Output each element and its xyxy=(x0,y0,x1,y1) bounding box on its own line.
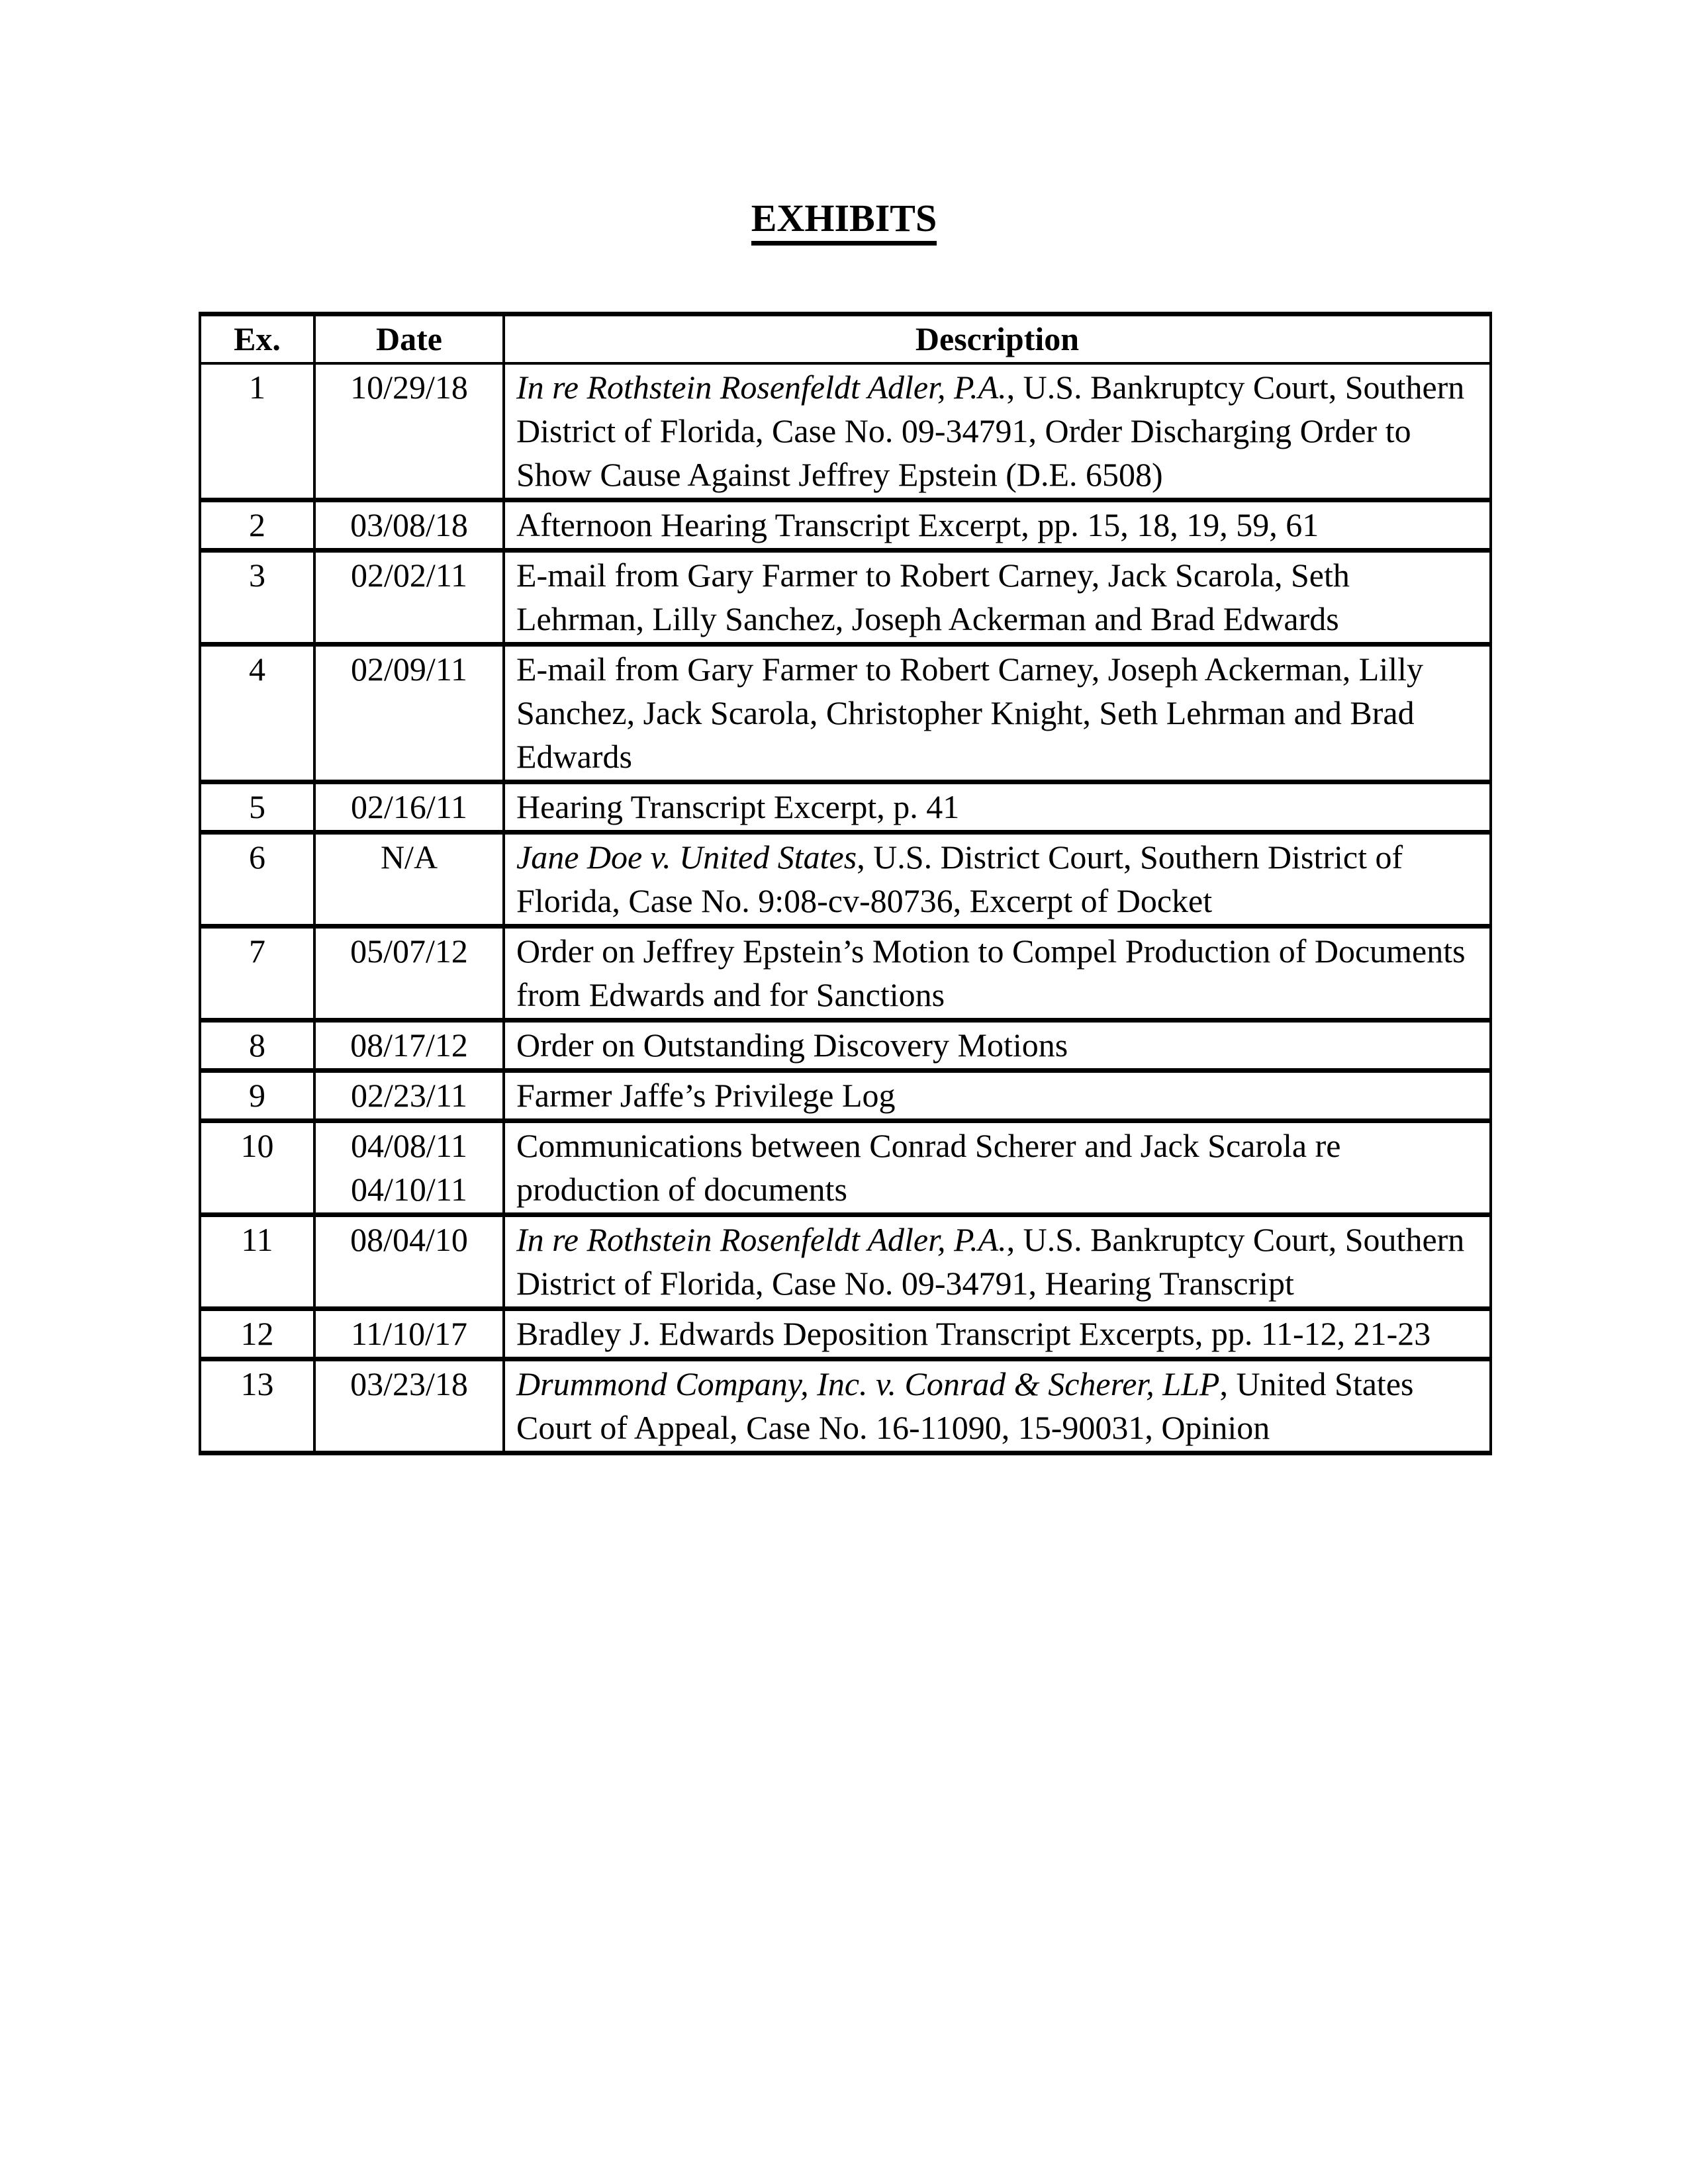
ex-cell: 13 xyxy=(200,1359,314,1453)
date-cell: 02/09/11 xyxy=(314,645,504,782)
exhibits-table xyxy=(199,312,1492,1455)
date-cell: 02/16/11 xyxy=(314,782,504,833)
date-cell: 10/29/18 xyxy=(314,363,504,500)
date-cell: 03/23/18 xyxy=(314,1359,504,1453)
date-cell: 08/04/10 xyxy=(314,1215,504,1309)
description-cell: Communications between Conrad Scherer and Jack Scarola re production of documents xyxy=(504,1121,1491,1215)
header-date: Date xyxy=(314,314,504,364)
date-cell: 05/07/12 xyxy=(314,927,504,1021)
ex-cell: 4 xyxy=(200,645,314,782)
date-cell: 04/08/11 04/10/11 xyxy=(314,1121,504,1215)
exhibit-row xyxy=(200,1021,1491,1071)
title-row xyxy=(199,0,1489,246)
description-cell: In re Rothstein Rosenfeldt Adler, P.A., U.S. Bankruptcy Court, Southern District of Florida, Case No. 09-34791, Hearing Transcript xyxy=(504,1215,1491,1309)
ex-cell: 7 xyxy=(200,927,314,1021)
date-cell: N/A xyxy=(314,833,504,927)
exhibit-row xyxy=(200,1215,1491,1309)
description-cell: Order on Jeffrey Epstein’s Motion to Compel Production of Documents from Edwards and for Sanctions xyxy=(504,927,1491,1021)
description-cell: E-mail from Gary Farmer to Robert Carney, Joseph Ackerman, Lilly Sanchez, Jack Scarola, Christopher Knight, Seth Lehrman and Brad Edwards xyxy=(504,645,1491,782)
exhibit-row xyxy=(200,1359,1491,1453)
exhibit-row xyxy=(200,1071,1491,1121)
description-cell: Order on Outstanding Discovery Motions xyxy=(504,1021,1491,1071)
ex-cell: 10 xyxy=(200,1121,314,1215)
ex-cell: 8 xyxy=(200,1021,314,1071)
description-cell: Bradley J. Edwards Deposition Transcript Excerpts, pp. 11-12, 21-23 xyxy=(504,1309,1491,1359)
exhibit-row xyxy=(200,551,1491,645)
ex-cell: 3 xyxy=(200,551,314,645)
ex-cell: 11 xyxy=(200,1215,314,1309)
exhibit-rows xyxy=(200,363,1491,1453)
ex-cell: 1 xyxy=(200,363,314,500)
exhibit-row xyxy=(200,363,1491,500)
date-cell: 08/17/12 xyxy=(314,1021,504,1071)
header-description: Description xyxy=(504,314,1491,364)
ex-cell: 6 xyxy=(200,833,314,927)
description-cell: Jane Doe v. United States, U.S. District Court, Southern District of Florida, Case No. 9:08-cv-80736, Excerpt of Docket xyxy=(504,833,1491,927)
description-cell: Afternoon Hearing Transcript Excerpt, pp. 15, 18, 19, 59, 61 xyxy=(504,500,1491,551)
page-title: EXHIBITS xyxy=(751,196,937,246)
description-cell: Drummond Company, Inc. v. Conrad & Scherer, LLP, United States Court of Appeal, Case No. 16-11090, 15-90031, Opinion xyxy=(504,1359,1491,1453)
ex-cell: 12 xyxy=(200,1309,314,1359)
exhibit-row xyxy=(200,500,1491,551)
ex-cell: 2 xyxy=(200,500,314,551)
description-cell: Hearing Transcript Excerpt, p. 41 xyxy=(504,782,1491,833)
exhibit-row xyxy=(200,833,1491,927)
exhibit-row xyxy=(200,782,1491,833)
date-cell: 02/02/11 xyxy=(314,551,504,645)
header-row xyxy=(200,314,1491,364)
exhibit-row xyxy=(200,1121,1491,1215)
exhibit-row xyxy=(200,645,1491,782)
date-cell: 11/10/17 xyxy=(314,1309,504,1359)
header-ex: Ex. xyxy=(200,314,314,364)
description-cell: E-mail from Gary Farmer to Robert Carney, Jack Scarola, Seth Lehrman, Lilly Sanchez, Joseph Ackerman and Brad Edwards xyxy=(504,551,1491,645)
ex-cell: 5 xyxy=(200,782,314,833)
exhibit-row xyxy=(200,1309,1491,1359)
exhibit-row xyxy=(200,927,1491,1021)
date-cell: 03/08/18 xyxy=(314,500,504,551)
description-cell: Farmer Jaffe’s Privilege Log xyxy=(504,1071,1491,1121)
ex-cell: 9 xyxy=(200,1071,314,1121)
exhibits-table-header xyxy=(200,314,1491,364)
date-cell: 02/23/11 xyxy=(314,1071,504,1121)
description-cell: In re Rothstein Rosenfeldt Adler, P.A., U.S. Bankruptcy Court, Southern District of Florida, Case No. 09-34791, Order Discharging Order to Show Cause Against Jeffrey Epstein (D.E. 6508) xyxy=(504,363,1491,500)
